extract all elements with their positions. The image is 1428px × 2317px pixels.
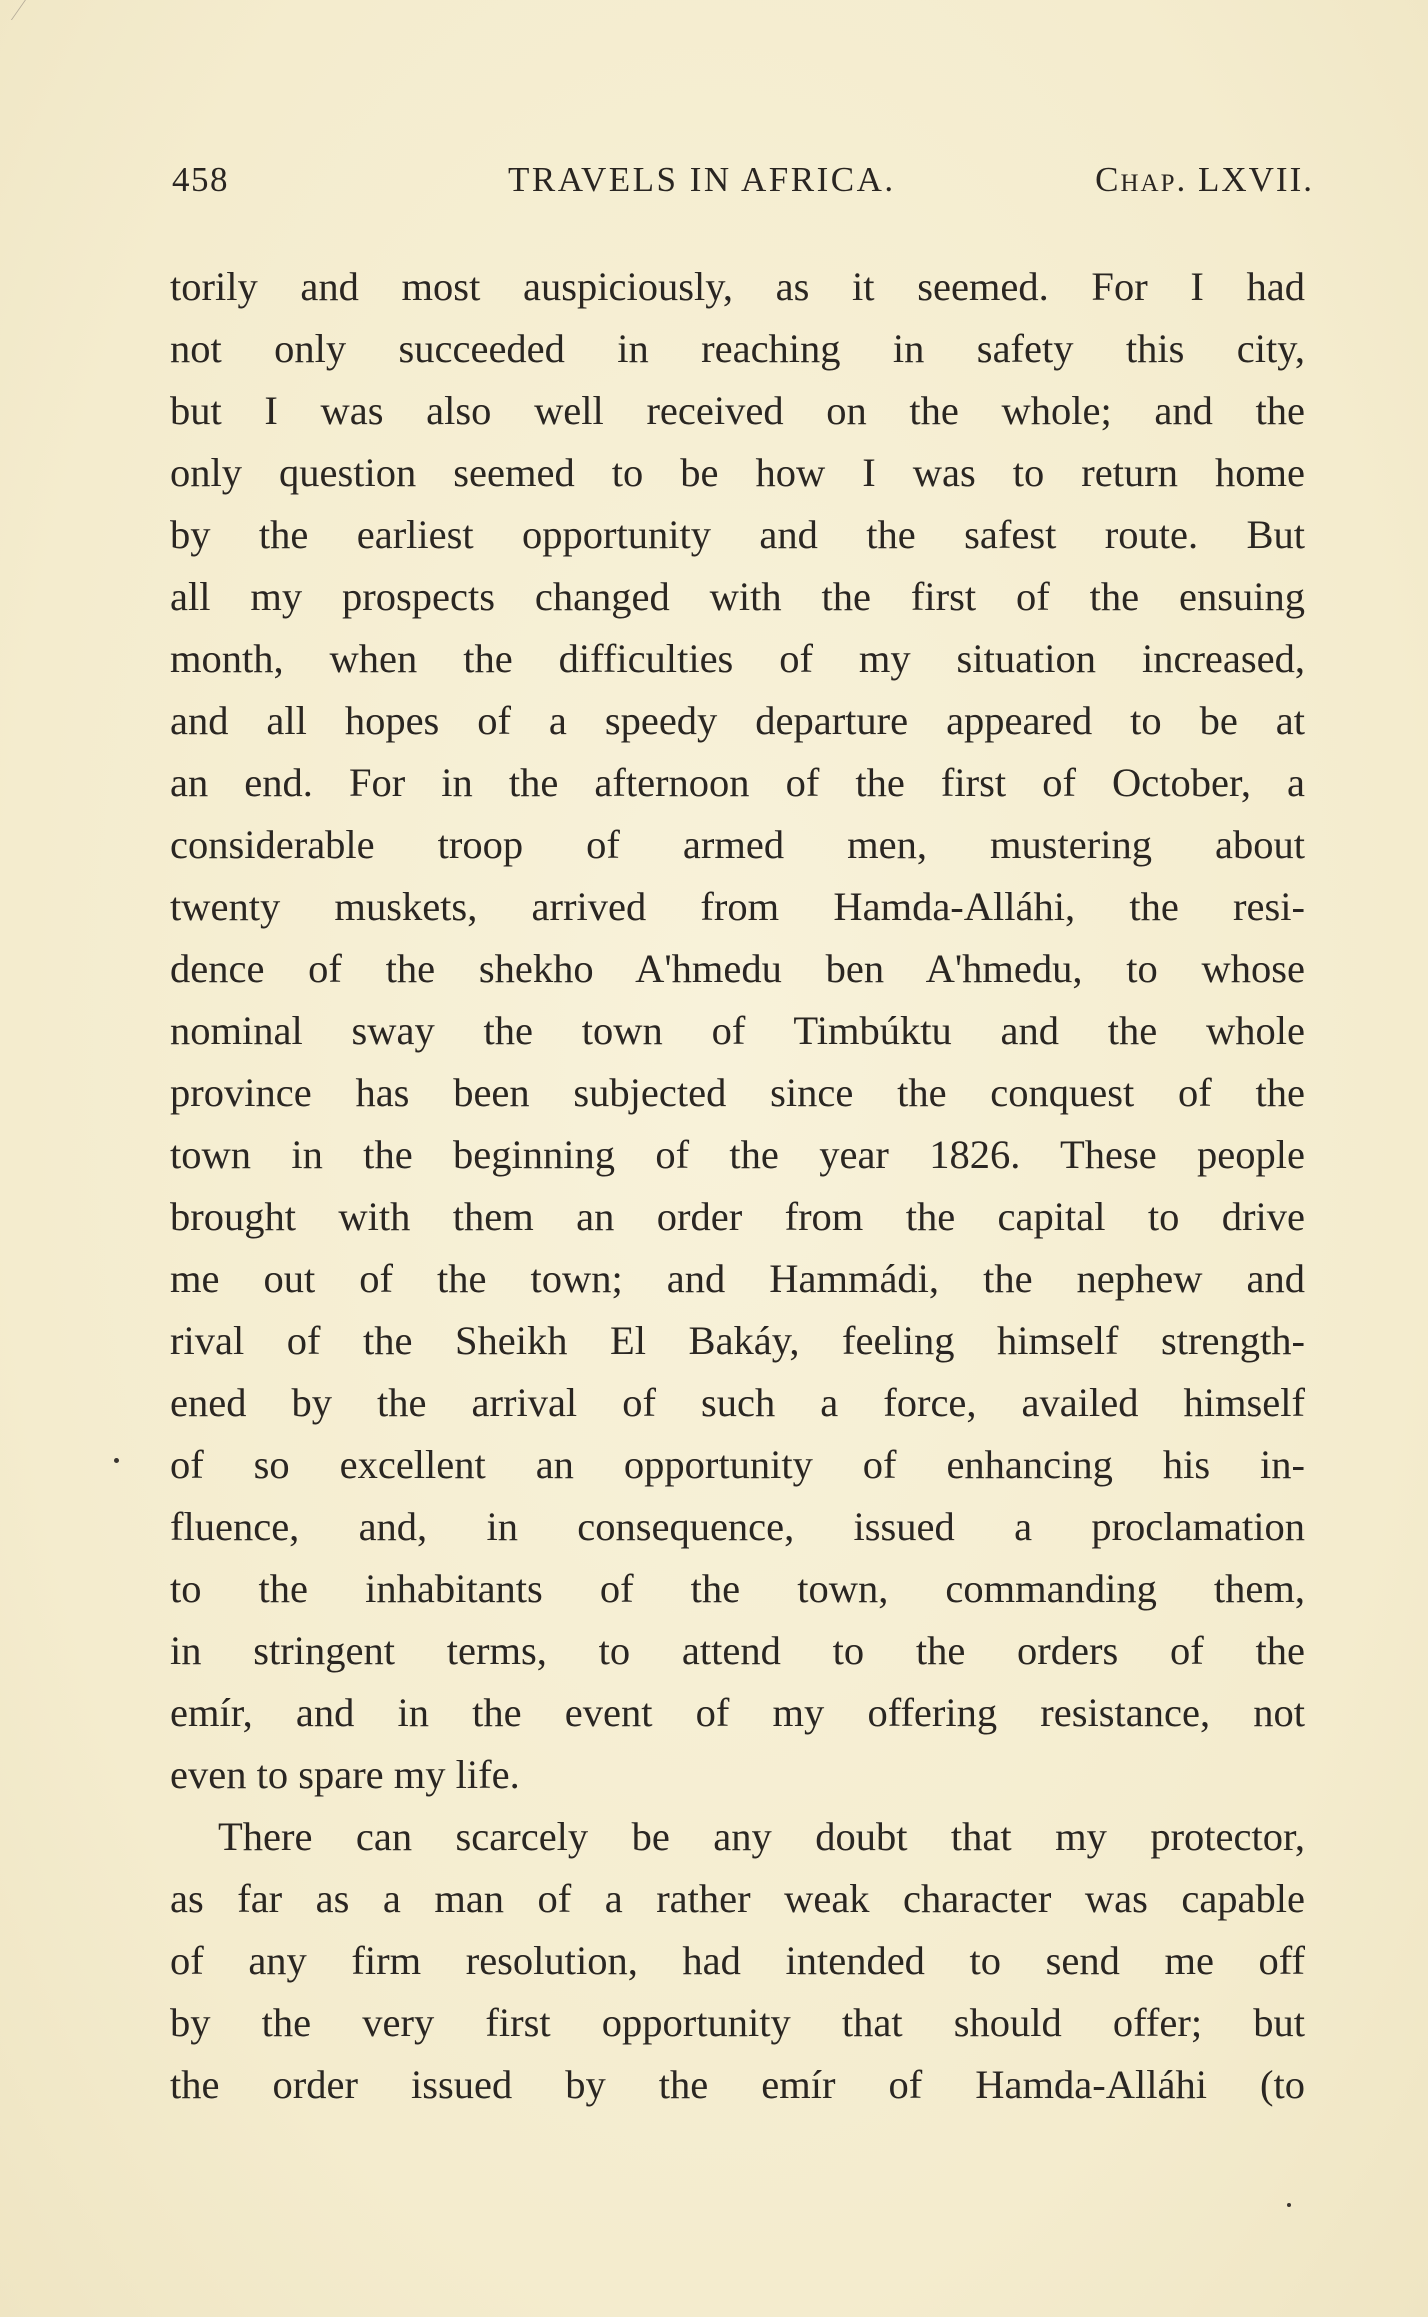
text-line: not only succeeded in reaching in safety this city, <box>170 326 1305 371</box>
text-line: in stringent terms, to attend to the orders of the <box>170 1628 1305 1673</box>
text-line: to the inhabitants of the town, commanding them, <box>170 1566 1305 1611</box>
text-line: as far as a man of a rather weak character was capable <box>170 1876 1305 1921</box>
text-line: of so excellent an opportunity of enhancing his in- <box>170 1442 1305 1487</box>
text-line: by the very first opportunity that should offer; but <box>170 2000 1305 2045</box>
text-line: emír, and in the event of my offering resistance, not <box>170 1690 1305 1735</box>
text-line: and all hopes of a speedy departure appeared to be at <box>170 698 1305 743</box>
text-line: brought with them an order from the capital to drive <box>170 1194 1305 1239</box>
chapter-label: Chap. LXVII. <box>1095 160 1314 199</box>
text-line: nominal sway the town of Timbúktu and the whole <box>170 1008 1305 1053</box>
text-line: even to spare my life. <box>170 1752 520 1797</box>
text-line: town in the beginning of the year 1826. These people <box>170 1132 1305 1177</box>
text-line: ened by the arrival of such a force, availed himself <box>170 1380 1305 1425</box>
page-number: 458 <box>172 160 229 199</box>
text-line: dence of the shekho A'hmedu ben A'hmedu, to whose <box>170 946 1305 991</box>
text-line: an end. For in the afternoon of the first of October, a <box>170 760 1305 805</box>
paragraph-start-line: There can scarcely be any doubt that my protector, <box>218 1814 1305 1859</box>
text-line: month, when the difficulties of my situation increased, <box>170 636 1305 681</box>
body-text <box>170 256 1305 2116</box>
text-line: only question seemed to be how I was to return home <box>170 450 1305 495</box>
text-line: twenty muskets, arrived from Hamda-Alláhi, the resi- <box>170 884 1305 929</box>
text-line: the order issued by the emír of Hamda-Alláhi (to <box>170 2062 1305 2107</box>
ink-speck <box>114 1458 119 1463</box>
text-line: province has been subjected since the conquest of the <box>170 1070 1305 1115</box>
text-line: rival of the Sheikh El Bakáy, feeling himself strength- <box>170 1318 1305 1363</box>
text-line: by the earliest opportunity and the safest route. But <box>170 512 1305 557</box>
text-line: me out of the town; and Hammádi, the nephew and <box>170 1256 1305 1301</box>
text-line: fluence, and, in consequence, issued a proclamation <box>170 1504 1305 1549</box>
text-line: considerable troop of armed men, mustering about <box>170 822 1305 867</box>
running-header <box>172 160 1314 210</box>
text-line: of any firm resolution, had intended to send me off <box>170 1938 1305 1983</box>
corner-pencil-mark <box>0 0 30 20</box>
text-line: all my prospects changed with the first of the ensuing <box>170 574 1305 619</box>
ink-speck <box>1287 2203 1291 2207</box>
text-line: torily and most auspiciously, as it seemed. For I had <box>170 264 1305 309</box>
running-title: TRAVELS IN AFRICA. <box>508 160 896 199</box>
text-line: but I was also well received on the whole; and the <box>170 388 1305 433</box>
